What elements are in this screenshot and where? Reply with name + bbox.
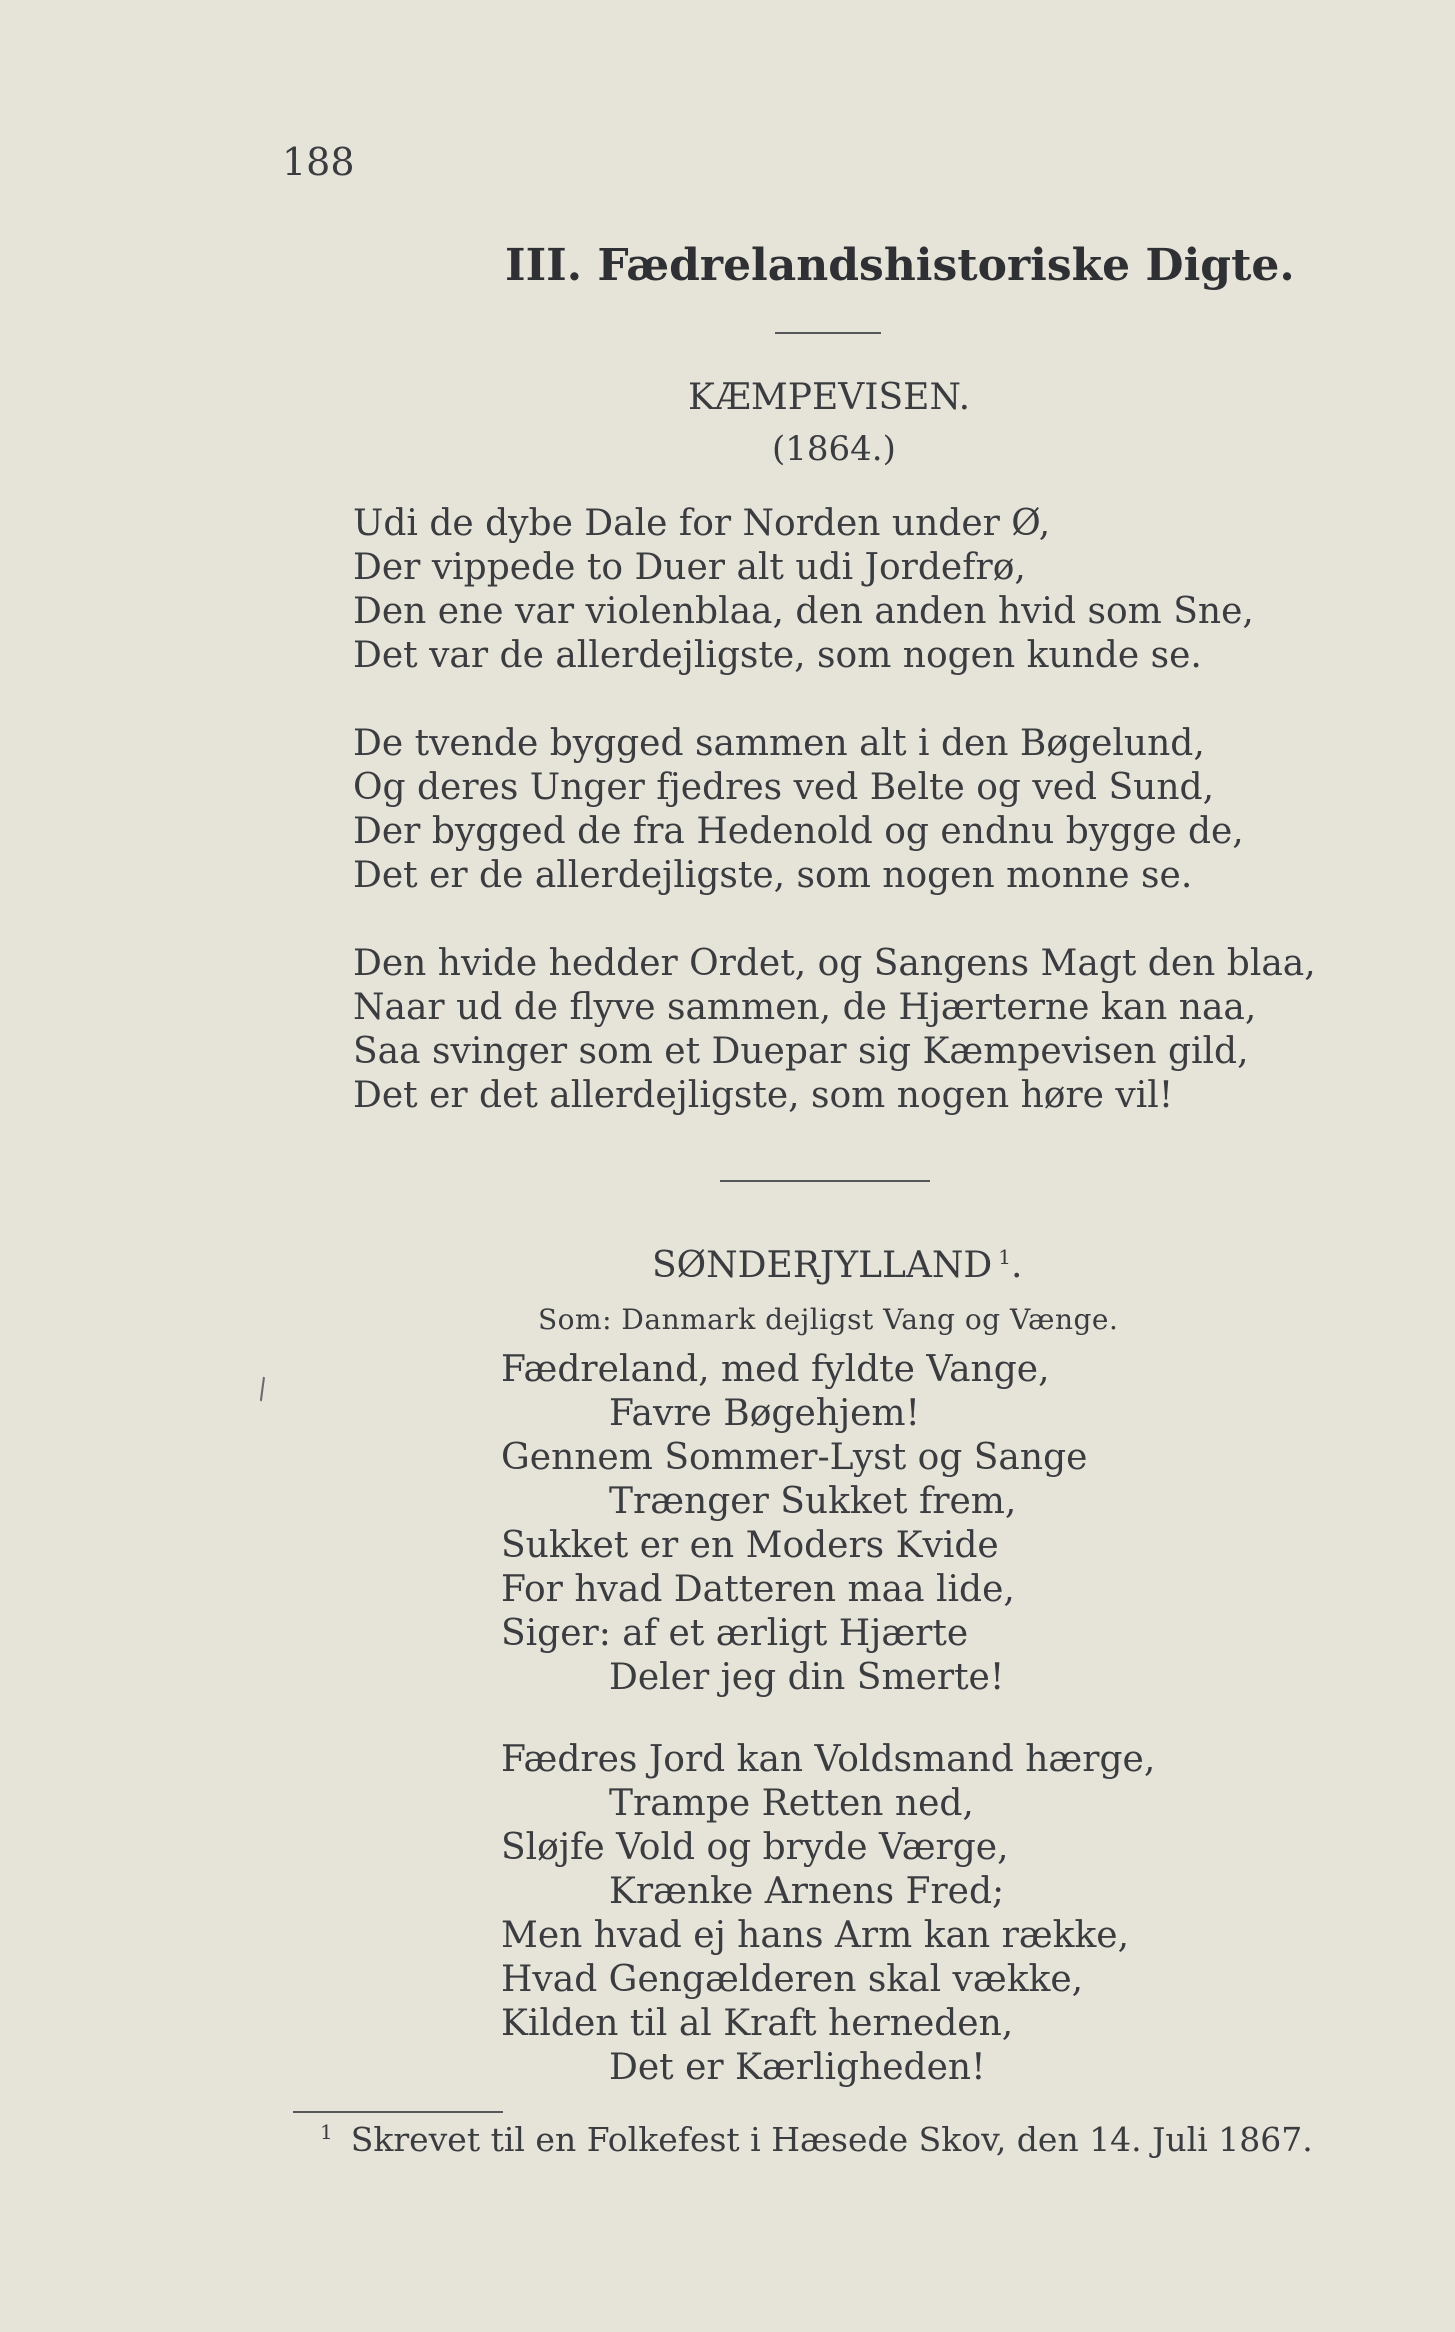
- melody-note: Som: Danmark dejligst Vang og Vænge.: [538, 1303, 1119, 1336]
- verse-line: Trampe Retten ned,: [609, 1783, 974, 1824]
- verse-line: Det er det allerdejligste, som nogen høre vil!: [353, 1075, 1174, 1116]
- poem-title-kaempevisen: KÆMPEVISEN.: [688, 377, 971, 418]
- poem-date: (1864.): [772, 429, 896, 469]
- verse-line: Der vippede to Duer alt udi Jordefrø,: [353, 547, 1026, 588]
- verse-line: Gennem Sommer-Lyst og Sange: [501, 1437, 1088, 1478]
- stanza-3: [353, 942, 1316, 1118]
- verse-line: Der bygged de fra Hedenold og endnu bygge de,: [353, 811, 1244, 852]
- verse-line: Favre Bøgehjem!: [609, 1393, 921, 1434]
- stanza-5: [501, 1738, 1155, 2090]
- footnote: [320, 2120, 1313, 2159]
- stanza-2: [353, 722, 1244, 898]
- footnote-rule: [293, 2111, 503, 2113]
- verse-line: Det er Kærligheden!: [609, 2047, 986, 2088]
- title-divider: [775, 332, 881, 334]
- page-number: 188: [282, 140, 355, 184]
- verse-line: Det er de allerdejligste, som nogen monne se.: [353, 855, 1193, 896]
- poem-title-sonderjylland: [652, 1245, 1022, 1286]
- verse-line: For hvad Datteren maa lide,: [501, 1569, 1015, 1610]
- verse-line: Sukket er en Moders Kvide: [501, 1525, 999, 1566]
- stanza-4: [501, 1348, 1087, 1700]
- verse-line: Sløjfe Vold og bryde Værge,: [501, 1827, 1009, 1868]
- stanza-1: [353, 502, 1254, 678]
- section-title: III. Fædrelandshistoriske Digte.: [505, 240, 1295, 291]
- poem-title-text: SØNDERJYLLAND: [652, 1245, 993, 1286]
- verse-line: Den ene var violenblaa, den anden hvid som Sne,: [353, 591, 1254, 632]
- verse-line: Det var de allerdejligste, som nogen kunde se.: [353, 635, 1202, 676]
- verse-line: Og deres Unger fjedres ved Belte og ved Sund,: [353, 767, 1215, 808]
- verse-line: Kilden til al Kraft herneden,: [501, 2003, 1014, 2044]
- poem-divider: [720, 1180, 930, 1182]
- margin-mark: \: [251, 1371, 274, 1406]
- verse-line: Saa svinger som et Duepar sig Kæmpevisen gild,: [353, 1031, 1249, 1072]
- verse-line: Naar ud de flyve sammen, de Hjærterne kan naa,: [353, 987, 1257, 1028]
- verse-line: Den hvide hedder Ordet, og Sangens Magt den blaa,: [353, 943, 1316, 984]
- footnote-text: Skrevet til en Folkefest i Hæsede Skov, den 14. Juli 1867.: [350, 2120, 1313, 2159]
- poem-title-period: .: [1011, 1245, 1023, 1286]
- verse-line: Hvad Gengælderen skal vække,: [501, 1959, 1084, 2000]
- verse-line: Fædres Jord kan Voldsmand hærge,: [501, 1739, 1156, 1780]
- verse-line: Udi de dybe Dale for Norden under Ø,: [353, 503, 1051, 544]
- footnote-marker: 1: [320, 2120, 333, 2144]
- verse-line: Fædreland, med fyldte Vange,: [501, 1349, 1050, 1390]
- verse-line: Krænke Arnens Fred;: [609, 1871, 1005, 1912]
- verse-line: De tvende bygged sammen alt i den Bøgelund,: [353, 723, 1205, 764]
- verse-line: Men hvad ej hans Arm kan række,: [501, 1915, 1130, 1956]
- verse-line: Siger: af et ærligt Hjærte: [501, 1613, 969, 1654]
- footnote-reference: 1: [998, 1245, 1012, 1269]
- verse-line: Trænger Sukket frem,: [609, 1481, 1017, 1522]
- verse-line: Deler jeg din Smerte!: [609, 1657, 1005, 1698]
